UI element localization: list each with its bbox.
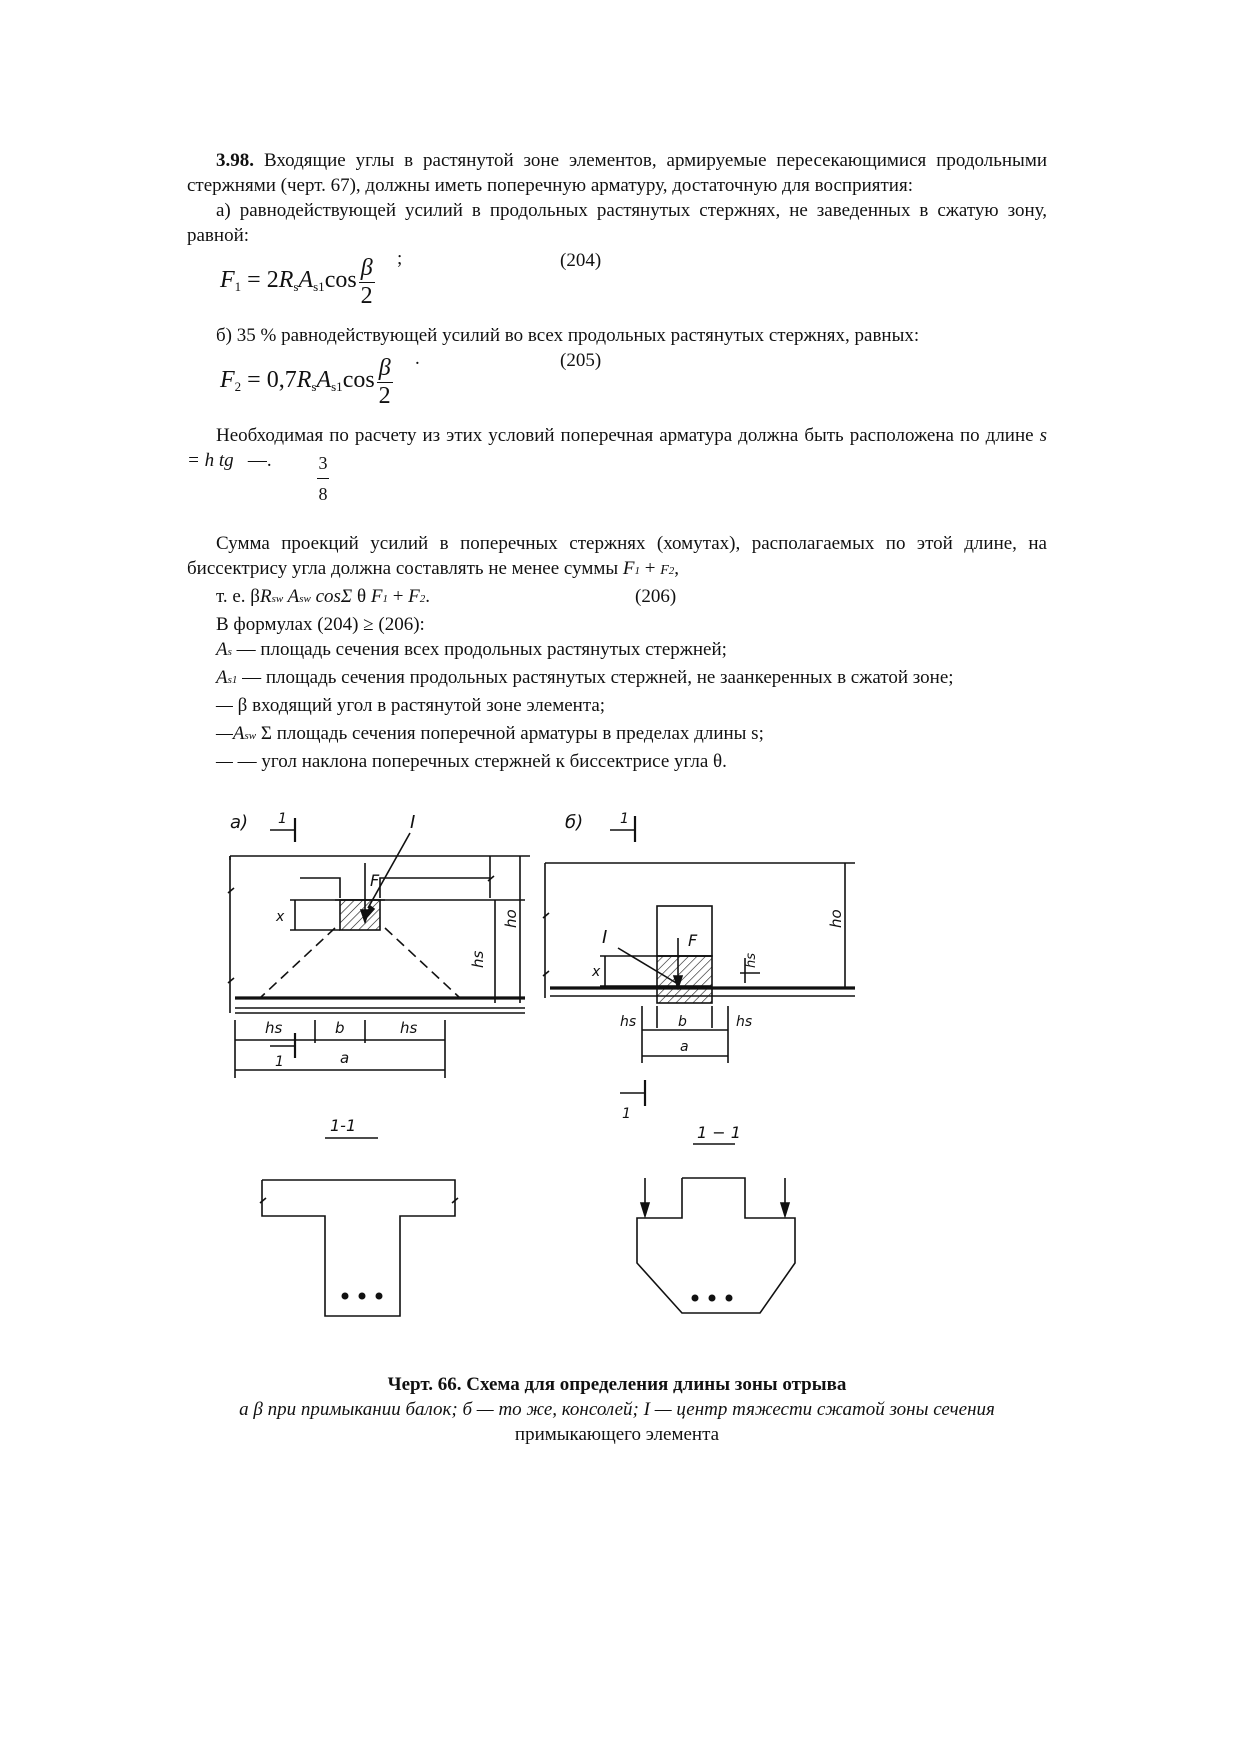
eq206-F2: F <box>408 586 420 607</box>
req-tail: —. <box>247 450 272 471</box>
item-a: а) равнодействующей усилий в продольных растянутых стержнях, не заведенных в сжатую зону, равной: <box>187 200 1047 246</box>
eq204-frac-num: β <box>360 255 373 281</box>
definition-text: площадь сечения продольных растянутых стержней, не заанкеренных в сжатой зоне; <box>265 667 954 688</box>
definition-text: площадь сечения всех продольных растянутых стержней; <box>260 639 727 660</box>
equation-205 <box>187 348 1047 423</box>
definition-item <box>187 665 1047 693</box>
label-I-a: I <box>410 812 416 833</box>
eq205-frac-num: β <box>378 355 391 381</box>
label-h0-a: ho <box>502 909 520 928</box>
sum-F1: F <box>622 558 635 579</box>
definitions-list <box>187 637 1047 777</box>
sum-comma: , <box>674 558 680 579</box>
definition-dash: — <box>237 751 262 772</box>
label-1-bottom-b: 1 <box>622 1106 631 1122</box>
label-x-a: x <box>276 909 285 925</box>
sum-paragraph <box>187 531 1047 584</box>
definition-symbol: — <box>216 751 238 772</box>
definition-symbol: — <box>216 695 238 716</box>
eq204-number: (204) <box>560 250 602 271</box>
sum-F2-sub: 2 <box>668 565 675 577</box>
eq206-F2-sub: 2 <box>419 593 426 605</box>
eq204-semicolon: ; <box>397 248 403 269</box>
definition-symbol: A <box>216 639 228 660</box>
label-1-top-a: 1 <box>278 811 287 827</box>
dashed-left-a <box>260 928 335 998</box>
compressed-zone-a <box>340 900 380 930</box>
eq204-frac-den: 2 <box>360 283 373 309</box>
dashed-right-a <box>385 928 460 998</box>
label-I-b: I <box>602 927 608 948</box>
requirement-text <box>187 423 1047 473</box>
eq204-fraction <box>359 254 375 309</box>
eq205-fraction <box>377 354 393 409</box>
eq204-A-sub: s1 <box>313 279 325 295</box>
eq204-lhs: F <box>220 267 235 294</box>
compressed-zone-b-bottom <box>657 988 712 1003</box>
eq204-R-sub: s <box>293 279 299 295</box>
definition-dash: — <box>237 667 266 688</box>
req-text: Необходимая по расчету из этих условий поперечная арматура должна быть расположена по длине <box>216 425 1034 446</box>
eq206-R-sub: sw <box>271 593 284 605</box>
label-b-a: b <box>335 1019 345 1037</box>
equation-206 <box>187 584 1047 612</box>
eq205-A: A <box>316 367 332 394</box>
section-number: 3.98. <box>216 150 254 171</box>
intro-text: Входящие углы в растянутой зоне элементов, армируемые пересекающимися продольными стержнями (черт. 67), должны иметь поперечную арматуру, достаточную для восприятия: <box>187 150 1048 196</box>
eq205-formula <box>220 354 393 409</box>
definition-dash: — <box>231 639 261 660</box>
figure-caption <box>187 1372 1047 1447</box>
label-section-a: 1-1 <box>330 1116 357 1135</box>
label-1-top-b: 1 <box>620 811 629 827</box>
section-b-shape <box>637 1178 795 1313</box>
eq205-lhs: F <box>220 367 235 394</box>
definition-item <box>187 693 1047 721</box>
eq204-R: R <box>278 267 294 294</box>
label-a-dim-b: a <box>680 1039 689 1055</box>
formulas-ref: В формулах (204) ≥ (206): <box>216 614 425 635</box>
equation-204 <box>187 248 1047 323</box>
label-F-a: F <box>370 871 380 890</box>
definition-item <box>187 637 1047 665</box>
eq206-cos: cosΣ <box>310 586 353 607</box>
definition-symbol: —A <box>216 723 245 744</box>
caption-line2: а β при примыкании балок; б — то же, консолей; I — центр тяжести сжатой зоны сечения <box>239 1399 995 1420</box>
definition-symbol: A <box>216 667 228 688</box>
eq206-theta: θ <box>352 586 371 607</box>
eq204-formula <box>220 254 375 309</box>
eq205-R: R <box>296 367 312 394</box>
eq204-A: A <box>298 267 314 294</box>
eq205-lhs-sub: 2 <box>234 379 242 395</box>
definition-item <box>187 721 1047 749</box>
sum-F1-sub: 1 <box>634 565 641 577</box>
label-hs-a-right: hs <box>400 1019 418 1037</box>
compressed-zone-b-top <box>657 956 712 986</box>
requirement-block <box>187 423 1047 531</box>
definition-text: площадь сечения поперечной арматуры в пределах длины s; <box>276 723 764 744</box>
label-a-dim-a: a <box>340 1049 350 1067</box>
figure-drawing <box>200 808 980 1368</box>
sum-F2: F <box>660 563 669 578</box>
req-formula: s = h tg <box>187 425 1048 471</box>
definition-subscript: s1 <box>227 674 238 686</box>
sum-text: Сумма проекций усилий в поперечных стержнях (хомутах), располагаемых по этой длине, на биссектрису угла должна составлять не менее суммы <box>187 533 1047 579</box>
section-a-shape <box>262 1180 455 1316</box>
definition-item <box>187 749 1047 777</box>
label-1-bottom-a: 1 <box>275 1054 284 1070</box>
eq206-A-sub: sw <box>299 593 311 605</box>
label-hs-a: hs <box>469 950 487 968</box>
definition-text: угол наклона поперечных стержней к биссектрисе угла θ. <box>261 751 727 772</box>
label-a: а) <box>230 812 249 833</box>
eq205-cos: cos <box>342 367 375 394</box>
req-fraction <box>317 451 329 506</box>
eq204-cos: cos <box>324 267 357 294</box>
item-b: б) 35 % равнодействующей усилий во всех продольных растянутых стержнях, равных: <box>216 325 920 346</box>
eq206-F1-sub: 1 <box>382 593 388 605</box>
console-b <box>657 906 712 956</box>
eq205-frac-den: 2 <box>378 383 391 409</box>
label-hs-a-left: hs <box>265 1019 283 1037</box>
eq206-number: (206) <box>635 586 677 607</box>
label-h0-b: ho <box>827 909 845 928</box>
caption-line3: примыкающего элемента <box>514 1424 720 1445</box>
eq205-mid: = 0,7 <box>241 367 297 394</box>
eq206-A: A <box>283 586 300 607</box>
label-x-b: x <box>592 964 601 980</box>
eq206-R: R <box>259 586 272 607</box>
sum-plus: + <box>640 558 661 579</box>
eq204-mid: = 2 <box>241 267 279 294</box>
eq204-lhs-sub: 1 <box>234 279 242 295</box>
section-intro <box>187 148 1047 198</box>
document-body <box>187 148 1047 777</box>
eq206-F1: F <box>370 586 383 607</box>
eq206-plus: + <box>387 586 409 607</box>
eq205-dot: . <box>415 348 420 369</box>
req-frac-num: 3 <box>318 453 328 473</box>
eq205-R-sub: s <box>311 379 317 395</box>
label-hs-b-v: hs <box>744 952 759 968</box>
definition-dash: Σ <box>256 723 277 744</box>
figure-66 <box>200 808 980 1368</box>
label-section-b: 1 − 1 <box>697 1123 741 1142</box>
label-b-b: b <box>678 1014 687 1030</box>
req-frac-den: 8 <box>318 484 328 504</box>
definition-dash: β <box>237 695 248 716</box>
definition-text: входящий угол в растянутой зоне элемента; <box>247 695 606 716</box>
definition-subscript: s <box>227 646 232 658</box>
label-hs-b-right: hs <box>736 1014 753 1030</box>
eq206-prefix: т. е. β <box>216 586 260 607</box>
eq205-number: (205) <box>560 350 602 371</box>
label-hs-b-left: hs <box>620 1014 637 1030</box>
label-b: б) <box>565 812 584 833</box>
eq206-dot: . <box>425 586 431 607</box>
eq205-A-sub: s1 <box>331 379 343 395</box>
definition-subscript: sw <box>244 730 257 742</box>
caption-title: Черт. 66. Схема для определения длины зоны отрыва <box>387 1374 847 1395</box>
label-F-b: F <box>688 931 698 950</box>
